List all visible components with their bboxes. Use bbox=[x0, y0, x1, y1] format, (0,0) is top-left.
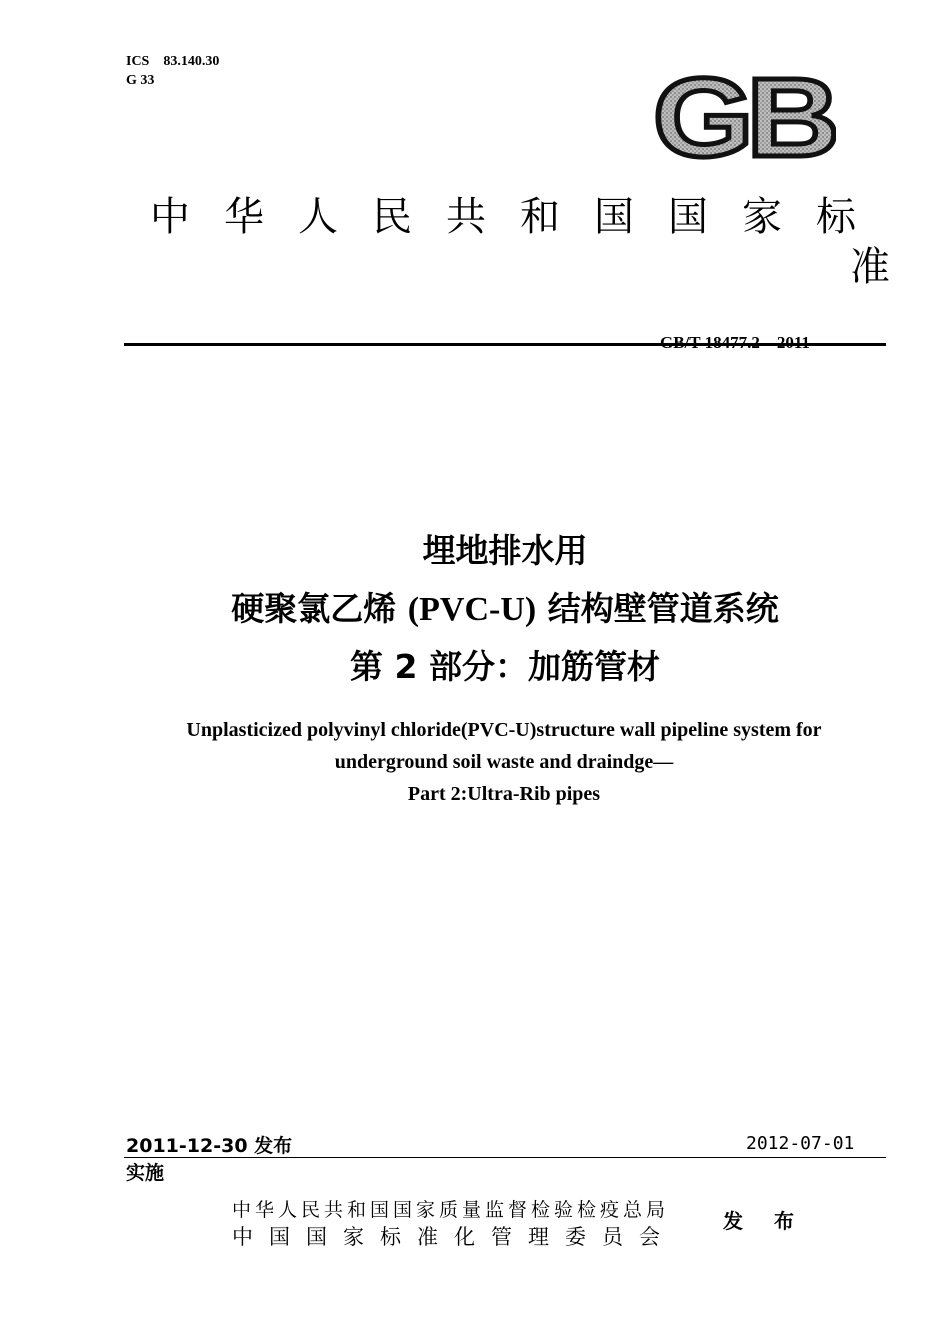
title-en-line2: underground soil waste and draindge— bbox=[334, 751, 674, 773]
footer-rule bbox=[124, 1157, 886, 1158]
title-cn-part-c: 结构壁管道系统 bbox=[547, 589, 779, 628]
title-cn-part-a: 硬聚氯乙烯 bbox=[231, 589, 397, 628]
implement-label: 实施 bbox=[126, 1162, 165, 1184]
ics-line bbox=[126, 54, 219, 70]
national-standard-title: 中华人民共和国国家标 bbox=[150, 194, 890, 240]
implement-date: 2012-07-01 bbox=[746, 1133, 855, 1154]
gb-logo-text: GB bbox=[653, 68, 835, 164]
national-standard-title-cont: 准 bbox=[850, 244, 890, 290]
title-cn-line1: 埋地排水用 bbox=[422, 531, 588, 570]
ics-label: ICS bbox=[126, 54, 150, 69]
title-en-line1: Unplasticized polyvinyl chloride(PVC-U)structure wall pipeline system for bbox=[186, 719, 822, 741]
title-cn-part-b: (PVC-U) bbox=[407, 591, 537, 628]
ccs-code: G 33 bbox=[126, 73, 155, 88]
ics-code: 83.140.30 bbox=[163, 54, 220, 69]
publish-label: 发 布 bbox=[723, 1209, 806, 1233]
standard-number: GB/T 18477.2—2011 bbox=[660, 333, 810, 352]
gb-logo bbox=[650, 68, 836, 164]
issue-date: 2011-12-30 发布 bbox=[126, 1135, 293, 1157]
title-cn-line3: 第 2 部分：加筋管材 bbox=[350, 647, 660, 686]
title-en-line3: Part 2:Ultra-Rib pipes bbox=[407, 783, 601, 805]
issuer-aqsiq: 中华人民共和国国家质量监督检验检疫总局 bbox=[232, 1199, 670, 1221]
title-cn-line2 bbox=[0, 583, 950, 630]
issuer-sac: 中国国家标准化管理委员会 bbox=[232, 1225, 676, 1249]
